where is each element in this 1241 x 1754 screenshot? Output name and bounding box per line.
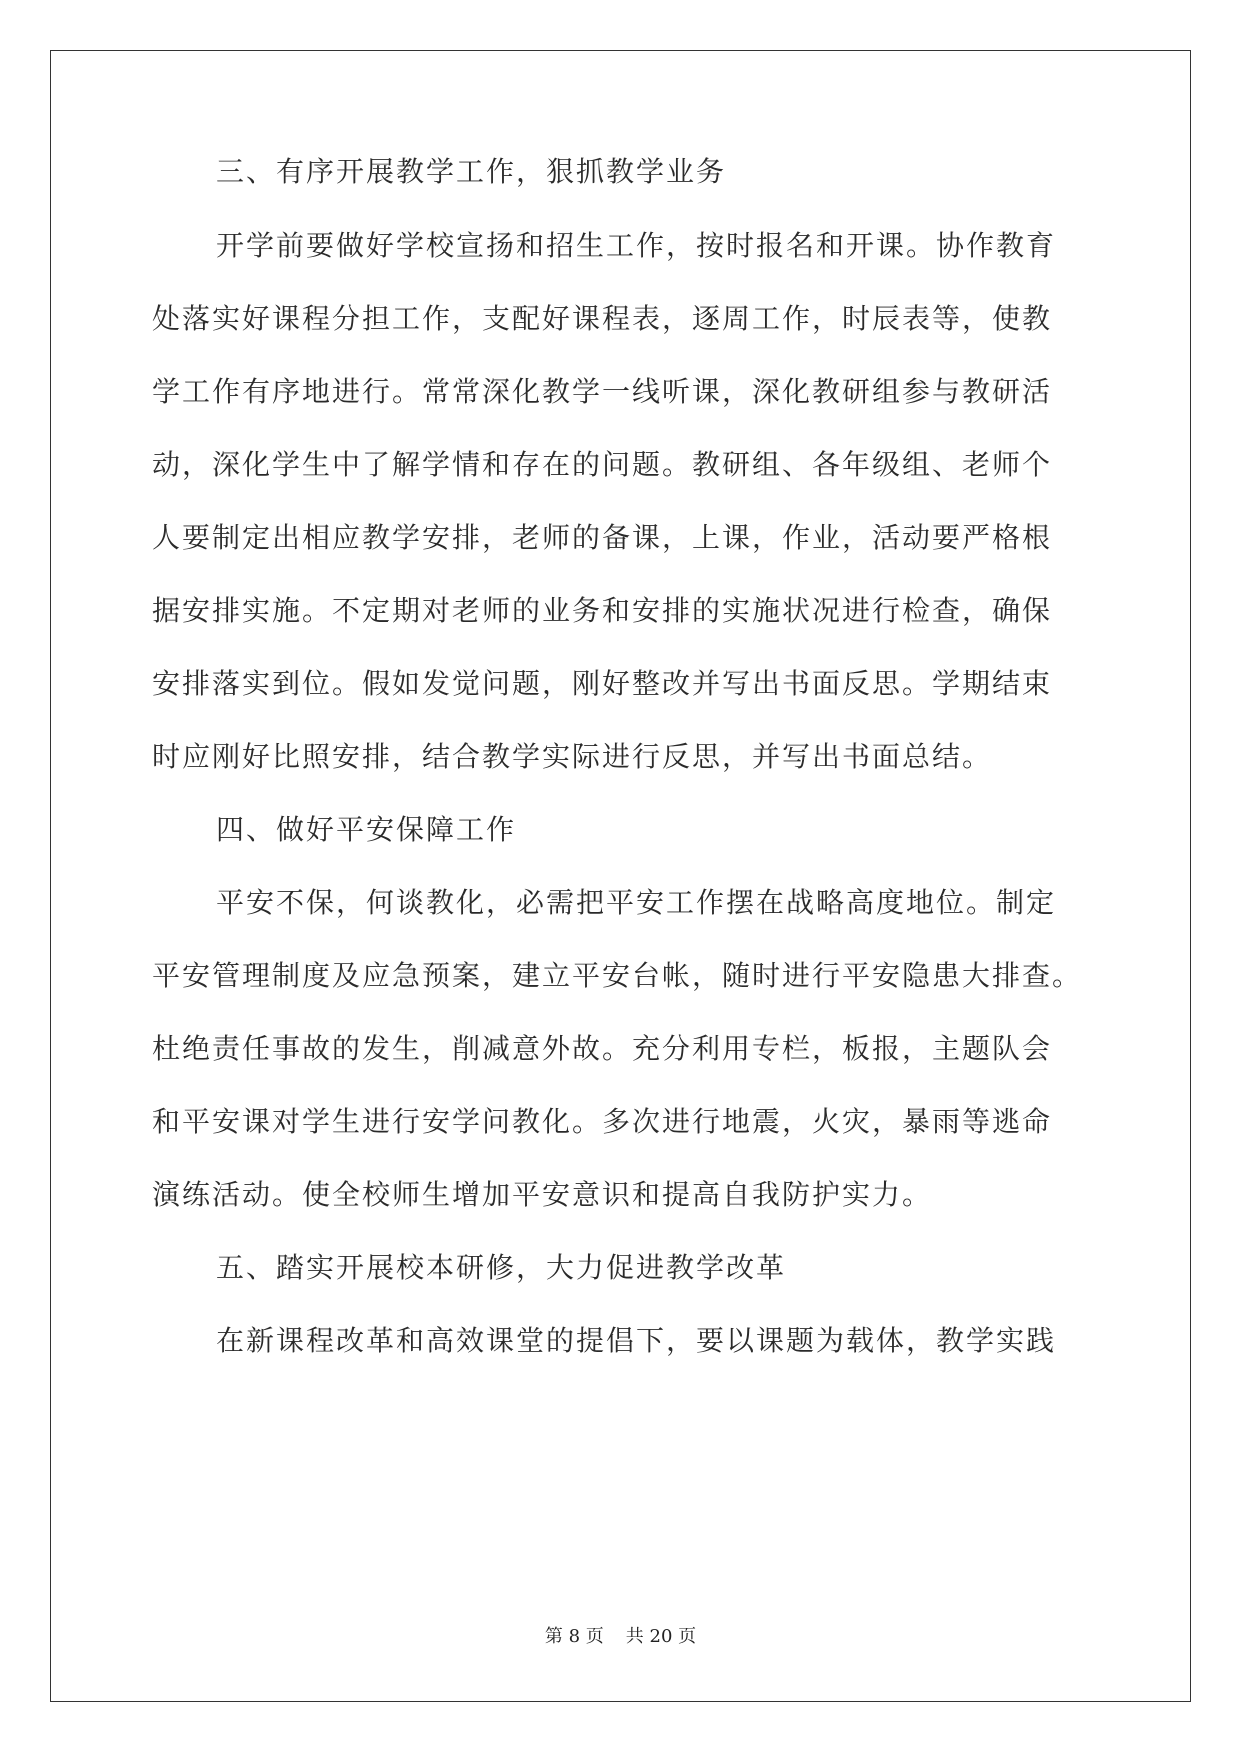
paragraph-line: 动，深化学生中了解学情和存在的问题。教研组、各年级组、老师个 (152, 448, 1053, 481)
paragraph-line: 开学前要做好学校宣扬和招生工作，按时报名和开课。协作教育 (216, 229, 1057, 262)
page-number: 第 8 页 (544, 1626, 604, 1647)
paragraph-line: 人要制定出相应教学安排，老师的备课，上课，作业，活动要严格根 (152, 521, 1053, 554)
paragraph-line: 安排落实到位。假如发觉问题，刚好整改并写出书面反思。学期结束 (152, 667, 1053, 700)
paragraph-line: 杜绝责任事故的发生，削减意外故。充分利用专栏，板报，主题队会 (152, 1032, 1053, 1065)
section-heading-5: 五、踏实开展校本研修，大力促进教学改革 (216, 1251, 787, 1284)
paragraph-line: 演练活动。使全校师生增加平安意识和提高自我防护实力。 (152, 1178, 933, 1211)
paragraph-line: 处落实好课程分担工作，支配好课程表，逐周工作，时辰表等，使教 (152, 302, 1053, 335)
section-heading-3: 三、有序开展教学工作，狠抓教学业务 (216, 155, 727, 188)
paragraph-line: 和平安课对学生进行安学问教化。多次进行地震，火灾，暴雨等逃命 (152, 1105, 1053, 1138)
paragraph-line: 据安排实施。不定期对老师的业务和安排的实施状况进行检查，确保 (152, 594, 1053, 627)
paragraph-line: 在新课程改革和高效课堂的提倡下，要以课题为载体，教学实践 (216, 1324, 1057, 1357)
page-footer (0, 1622, 1241, 1648)
section-heading-4: 四、做好平安保障工作 (216, 813, 517, 846)
page-total: 共 20 页 (625, 1626, 697, 1647)
page-border (50, 50, 1191, 1702)
paragraph-line: 学工作有序地进行。常常深化教学一线听课，深化教研组参与教研活 (152, 375, 1053, 408)
paragraph-line: 平安管理制度及应急预案，建立平安台帐，随时进行平安隐患大排查。 (152, 959, 1083, 992)
paragraph-line: 时应刚好比照安排，结合教学实际进行反思，并写出书面总结。 (152, 740, 993, 773)
paragraph-line: 平安不保，何谈教化，必需把平安工作摆在战略高度地位。制定 (216, 886, 1057, 919)
